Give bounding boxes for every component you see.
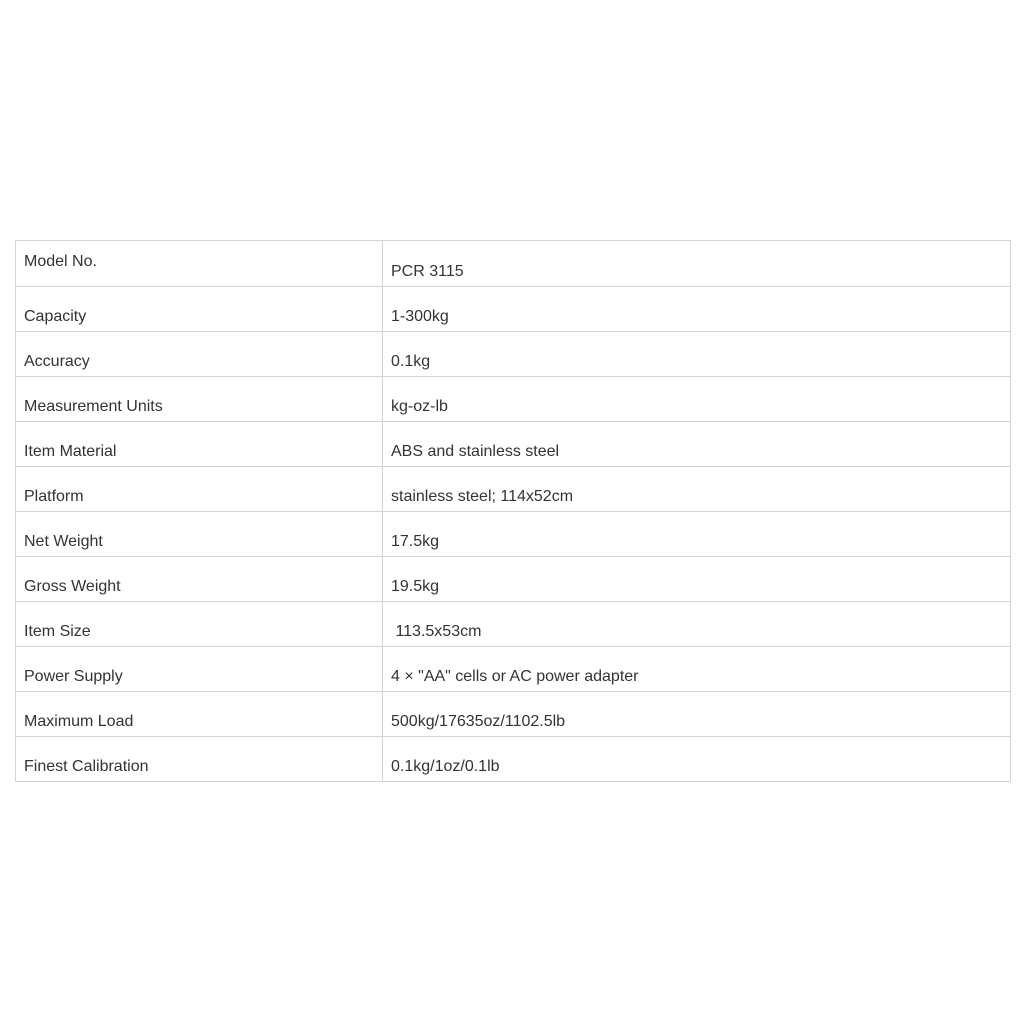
spec-key: Accuracy (16, 332, 383, 377)
spec-value: ABS and stainless steel (383, 422, 1011, 467)
spec-key: Capacity (16, 287, 383, 332)
spec-key: Measurement Units (16, 377, 383, 422)
table-row (16, 692, 1011, 737)
spec-key: Net Weight (16, 512, 383, 557)
spec-table (15, 240, 1011, 782)
spec-key: Gross Weight (16, 557, 383, 602)
spec-key: Finest Calibration (16, 737, 383, 782)
spec-value: 0.1kg/1oz/0.1lb (383, 737, 1011, 782)
spec-key: Item Material (16, 422, 383, 467)
spec-value: 113.5x53cm (383, 602, 1011, 647)
table-row (16, 287, 1011, 332)
spec-key: Model No. (16, 241, 383, 287)
spec-value: stainless steel; 114x52cm (383, 467, 1011, 512)
table-row (16, 467, 1011, 512)
spec-value: 4 × "AA" cells or AC power adapter (383, 647, 1011, 692)
spec-value: 17.5kg (383, 512, 1011, 557)
spec-key: Item Size (16, 602, 383, 647)
table-row (16, 241, 1011, 287)
spec-key: Power Supply (16, 647, 383, 692)
table-row (16, 602, 1011, 647)
spec-value: 19.5kg (383, 557, 1011, 602)
table-row (16, 377, 1011, 422)
table-row (16, 557, 1011, 602)
spec-value: PCR 3115 (383, 241, 1011, 287)
spec-value: 1-300kg (383, 287, 1011, 332)
table-row (16, 332, 1011, 377)
table-row (16, 737, 1011, 782)
table-row (16, 422, 1011, 467)
spec-key: Platform (16, 467, 383, 512)
table-row (16, 647, 1011, 692)
table-row (16, 512, 1011, 557)
spec-key: Maximum Load (16, 692, 383, 737)
spec-value: 0.1kg (383, 332, 1011, 377)
spec-value: 500kg/17635oz/1102.5lb (383, 692, 1011, 737)
spec-value: kg-oz-lb (383, 377, 1011, 422)
